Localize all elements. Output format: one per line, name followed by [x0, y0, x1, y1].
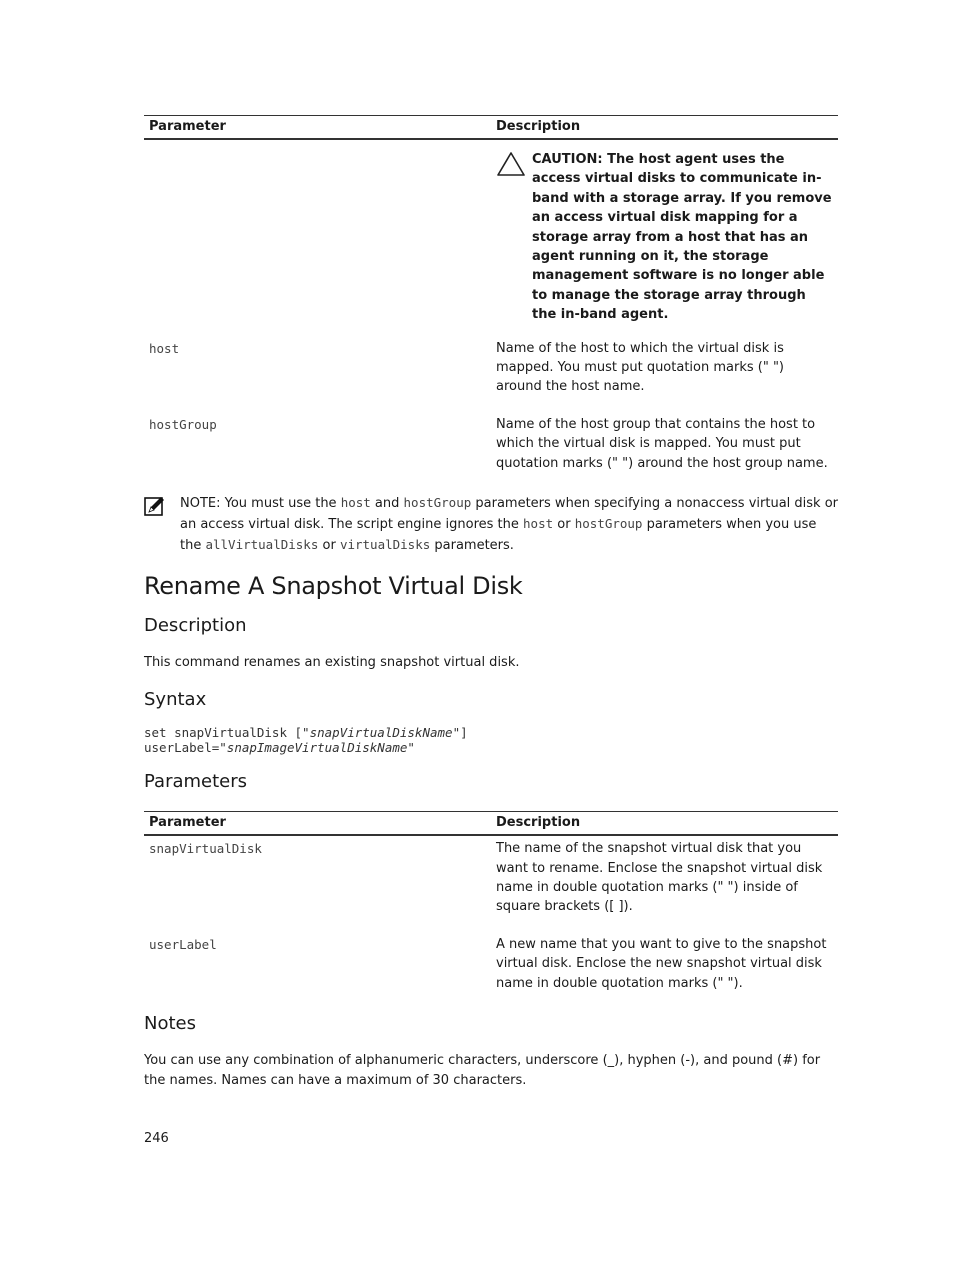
note-label: NOTE: [180, 496, 221, 512]
note-code-host: host [340, 495, 371, 511]
description-heading: Description [144, 615, 247, 637]
syntax-text: userLabel=" [144, 740, 227, 756]
table-row [144, 926, 838, 993]
note-box [144, 493, 838, 556]
param-name-snapvirtualdisk: snapVirtualDisk [149, 841, 262, 857]
column-header-parameter: Parameter [144, 116, 491, 140]
note-code-virtualdisks: virtualDisks [339, 537, 431, 553]
syntax-text: " [407, 740, 415, 756]
syntax-variable: snapVirtualDiskName [309, 725, 453, 741]
syntax-text: "] [452, 725, 468, 741]
empty-cell [144, 139, 491, 339]
note-text-part: or [318, 538, 340, 554]
note-text-part: and [370, 496, 404, 512]
table-header-row [144, 812, 838, 836]
note-code-host: host [523, 516, 554, 532]
table-header-row [144, 116, 838, 140]
column-header-description: Description [491, 116, 838, 140]
param-desc-snapvirtualdisk: The name of the snapshot virtual disk that you want to rename. Enclose the snapshot virtual disk name in double quotation marks (" ") inside of square brackets ([ ]). [496, 841, 823, 915]
parameters-heading: Parameters [144, 771, 248, 793]
param-desc-hostgroup: Name of the host group that contains the host to which the virtual disk is mapped. You must put quotation marks (" ") around the host group name. [496, 416, 828, 471]
note-text-part: You must use the [220, 496, 341, 512]
note-code-hostgroup: hostGroup [574, 516, 643, 532]
column-header-description: Description [491, 812, 838, 836]
notes-heading: Notes [144, 1012, 196, 1034]
param-name-host: host [149, 340, 180, 356]
caution-cell [491, 139, 838, 339]
page-number: 246 [144, 1131, 169, 1146]
parameter-table-1 [144, 115, 838, 473]
note-code-hostgroup: hostGroup [403, 495, 472, 511]
table-row [144, 339, 838, 406]
param-desc-host: Name of the host to which the virtual disk is mapped. You must put quotation marks (" ") around the host name. [496, 340, 784, 395]
note-text-part: parameters when specifying a nonaccess virtual disk or an access virtual disk. The script engine ignores the [180, 496, 838, 533]
section-title: Rename A Snapshot Virtual Disk [144, 572, 523, 601]
table-row [144, 139, 838, 339]
description-text: This command renames an existing snapshot virtual disk. [144, 655, 520, 671]
param-desc-userlabel: A new name that you want to give to the snapshot virtual disk. Enclose the new snapshot virtual disk name in double quotation marks (" "). [496, 936, 827, 991]
table-row [144, 406, 838, 473]
note-text-part: or [553, 517, 575, 533]
note-text-part: parameters when you use the [180, 517, 817, 554]
syntax-code-block [144, 725, 838, 755]
caution-text: CAUTION: The host agent uses the access virtual disks to communicate in-band with a storage array. If you remove an access virtual disk mapping for a storage array from a host that has an agent running on it, the storage management software is no longer able to manage the storage array through the in-band agent. [532, 152, 832, 323]
syntax-text: set snapVirtualDisk [" [144, 725, 310, 741]
syntax-heading: Syntax [144, 689, 207, 711]
caution-triangle-icon [496, 151, 526, 177]
note-text [180, 493, 838, 556]
param-name-hostgroup: hostGroup [149, 416, 217, 432]
column-header-parameter: Parameter [144, 812, 491, 836]
notes-text: You can use any combination of alphanumeric characters, underscore (_), hyphen (-), and pound (#) for the names. Names can have a maximum of 30 characters. [144, 1052, 821, 1088]
note-text-part: parameters. [430, 538, 514, 554]
page-content [144, 115, 838, 1091]
syntax-variable: snapImageVirtualDiskName [226, 740, 408, 756]
parameter-table-2 [144, 811, 838, 993]
caution-box [496, 150, 833, 325]
note-pencil-icon [144, 495, 166, 517]
param-name-userlabel: userLabel [149, 936, 217, 952]
note-code-allvirtualdisks: allVirtualDisks [205, 537, 319, 553]
table-row [144, 835, 838, 926]
